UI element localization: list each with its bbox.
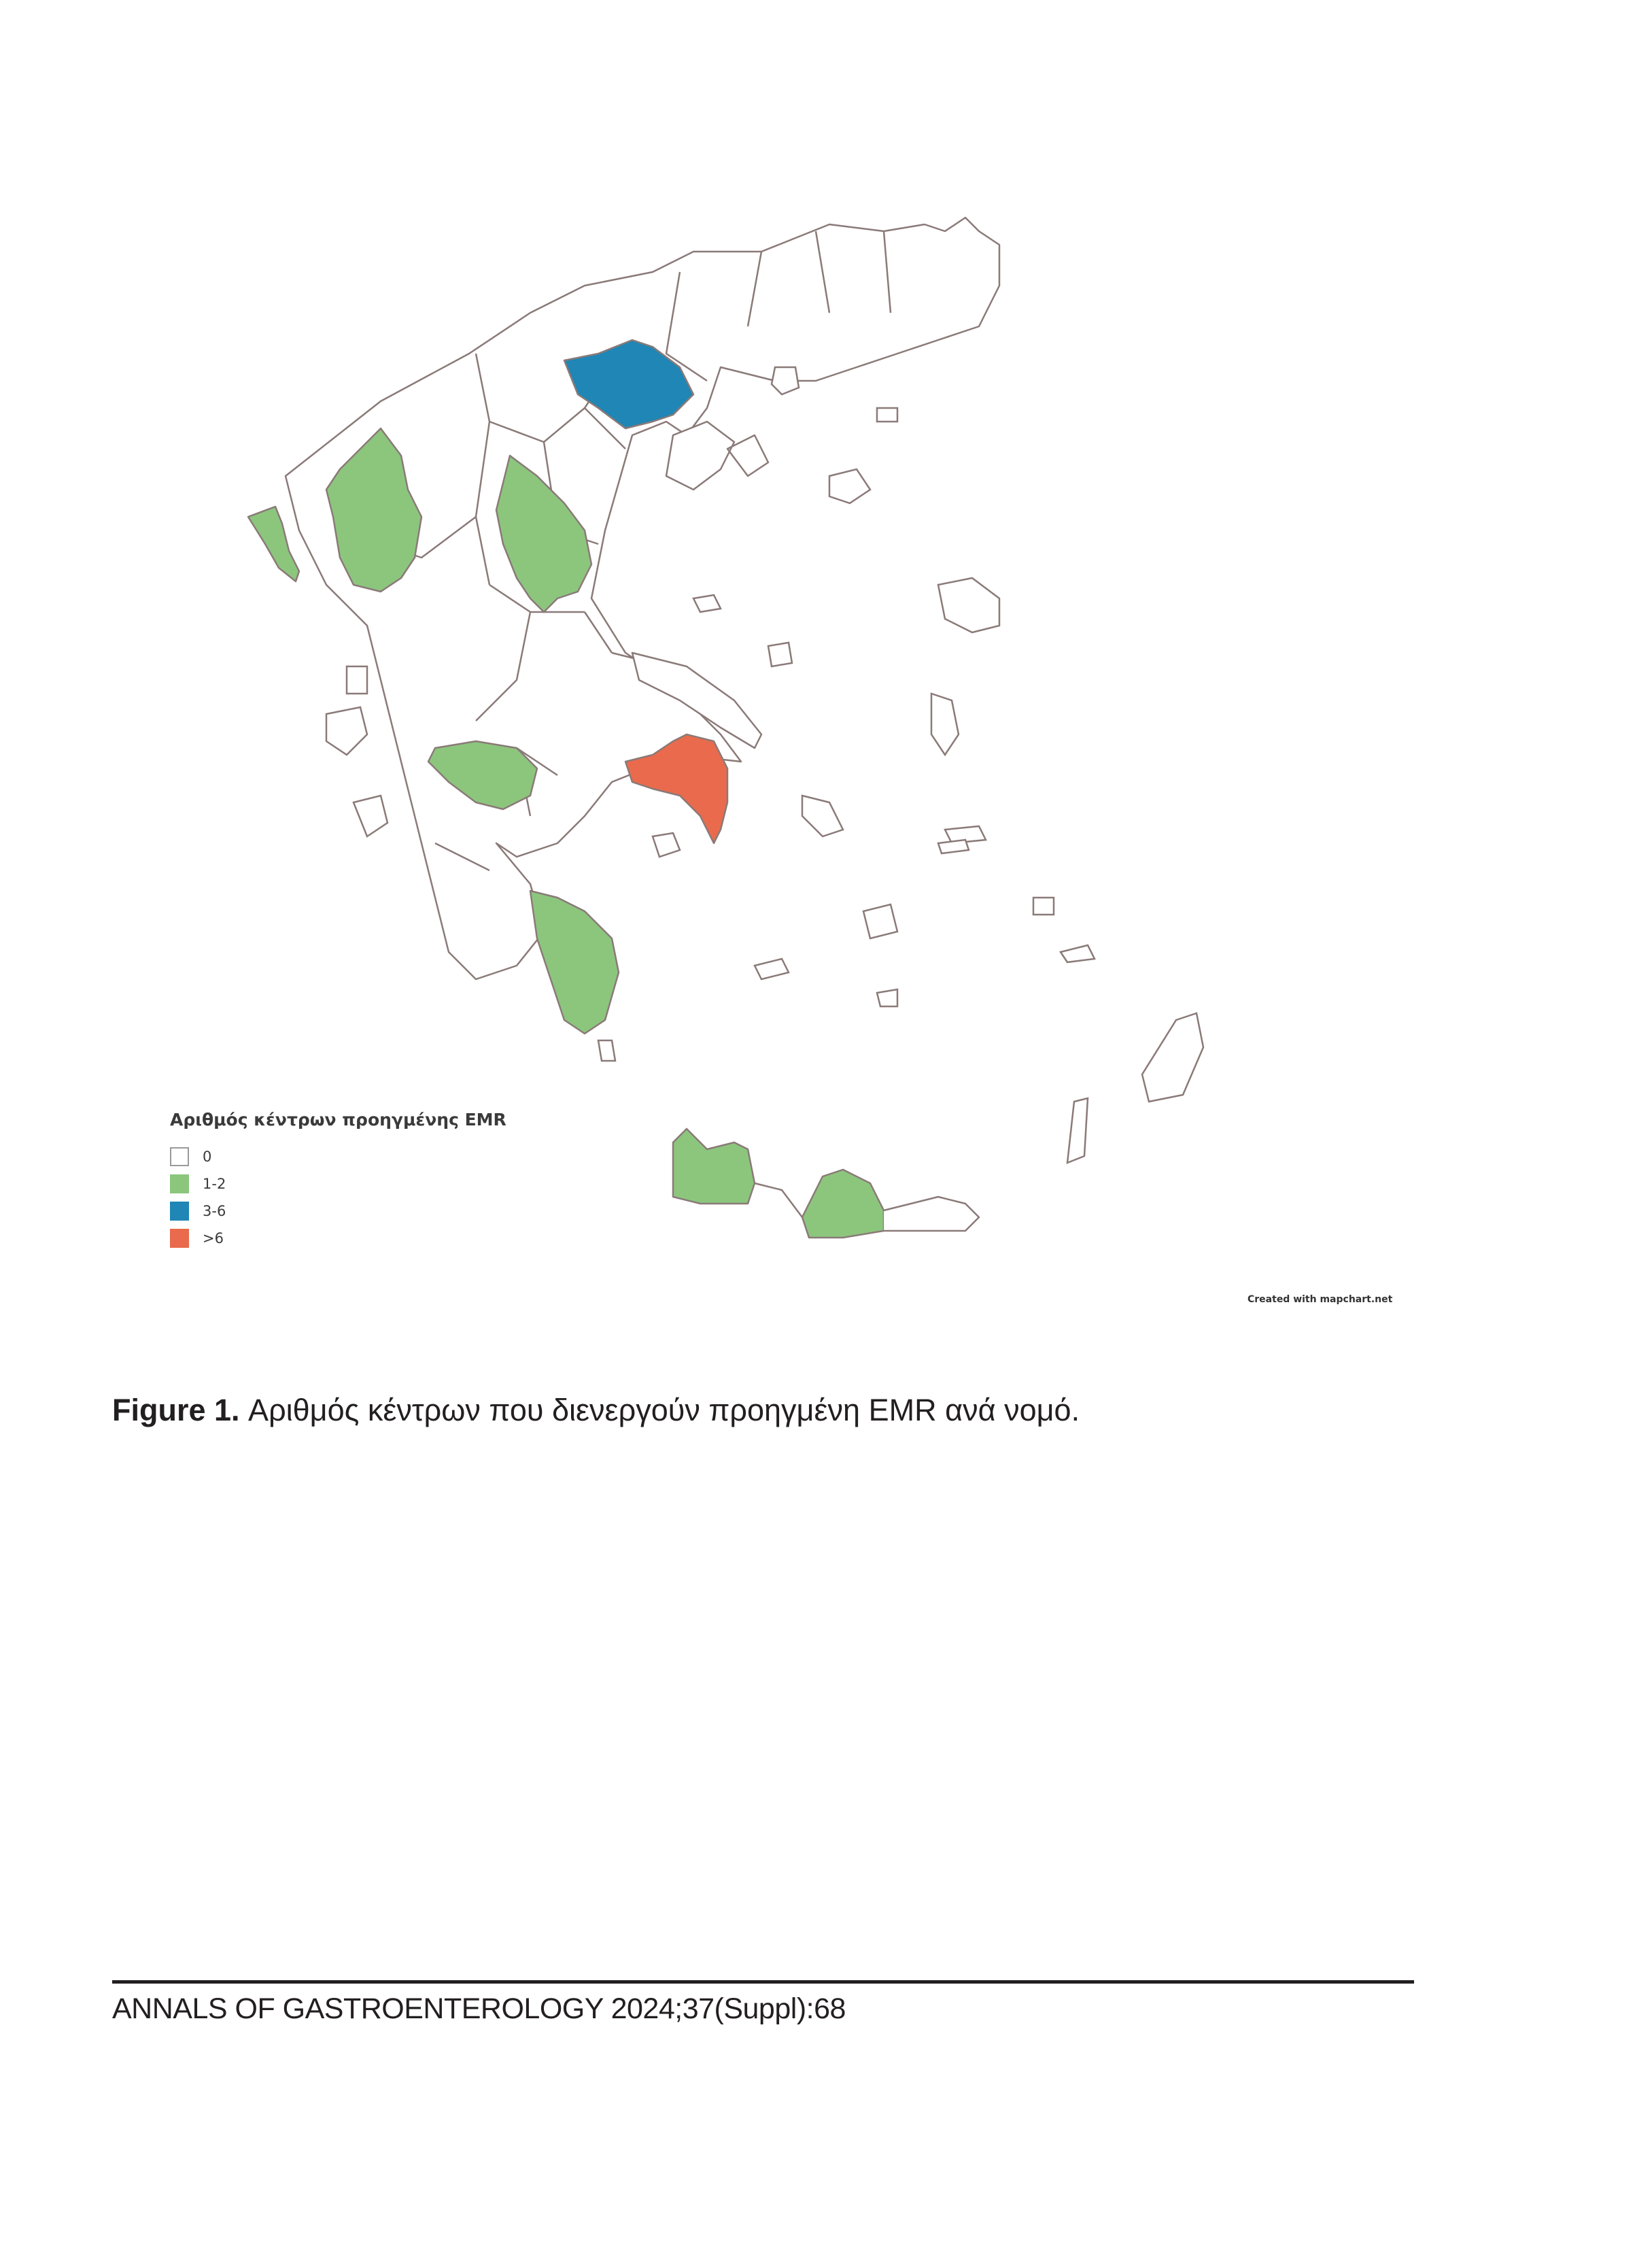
legend-label: 1-2	[203, 1176, 226, 1192]
legend-label: >6	[203, 1230, 224, 1246]
region-heraklion	[802, 1170, 884, 1238]
island-samothrace	[877, 408, 897, 422]
island-sporades	[693, 595, 721, 612]
legend-swatch	[170, 1147, 189, 1166]
map-legend	[170, 1110, 506, 1252]
island-ikaria	[938, 840, 969, 853]
island-zakynthos	[354, 796, 388, 836]
island-kythera	[598, 1040, 615, 1061]
footer-rule	[112, 1980, 1414, 1984]
legend-title: Αριθμός κέντρων προηγμένης EMR	[170, 1110, 506, 1130]
region-corfu	[248, 507, 299, 581]
island-milos	[755, 959, 789, 979]
island-aegina	[653, 833, 680, 857]
island-karpathos	[1067, 1098, 1088, 1163]
island-lesbos	[938, 578, 999, 632]
legend-item-3-6	[170, 1198, 506, 1225]
legend-swatch	[170, 1229, 189, 1248]
legend-label: 3-6	[203, 1203, 226, 1219]
map-credit: Created with mapchart.net	[1247, 1294, 1393, 1305]
island-thasos	[772, 367, 799, 394]
island-rhodes	[1142, 1013, 1203, 1102]
figure-caption-text: Αριθμός κέντρων που διενεργούν προηγμένη EMR ανά νομό.	[239, 1393, 1080, 1427]
region-chania	[673, 1129, 755, 1204]
legend-item-1-2	[170, 1170, 506, 1198]
figure-caption	[112, 1393, 1080, 1428]
journal-footer: ANNALS OF GASTROENTEROLOGY 2024;37(Suppl):68	[112, 1992, 846, 2025]
mainland-base	[286, 218, 999, 979]
island-skyros	[768, 643, 792, 666]
island-kalymnos	[1033, 898, 1054, 915]
island-lefkada	[347, 666, 367, 694]
island-chios	[931, 694, 959, 755]
island-naxos	[863, 904, 897, 938]
legend-swatch	[170, 1174, 189, 1193]
island-kos	[1061, 945, 1095, 962]
island-lemnos	[829, 469, 870, 503]
legend-label: 0	[203, 1149, 212, 1165]
region-laconia	[530, 891, 619, 1034]
island-andros	[802, 796, 843, 836]
legend-item-gt6	[170, 1225, 506, 1252]
figure-label: Figure 1.	[112, 1393, 240, 1427]
island-santorini	[877, 989, 897, 1006]
island-kefalonia	[326, 707, 367, 755]
legend-item-0	[170, 1143, 506, 1170]
legend-swatch	[170, 1202, 189, 1221]
halkidiki	[666, 422, 768, 490]
